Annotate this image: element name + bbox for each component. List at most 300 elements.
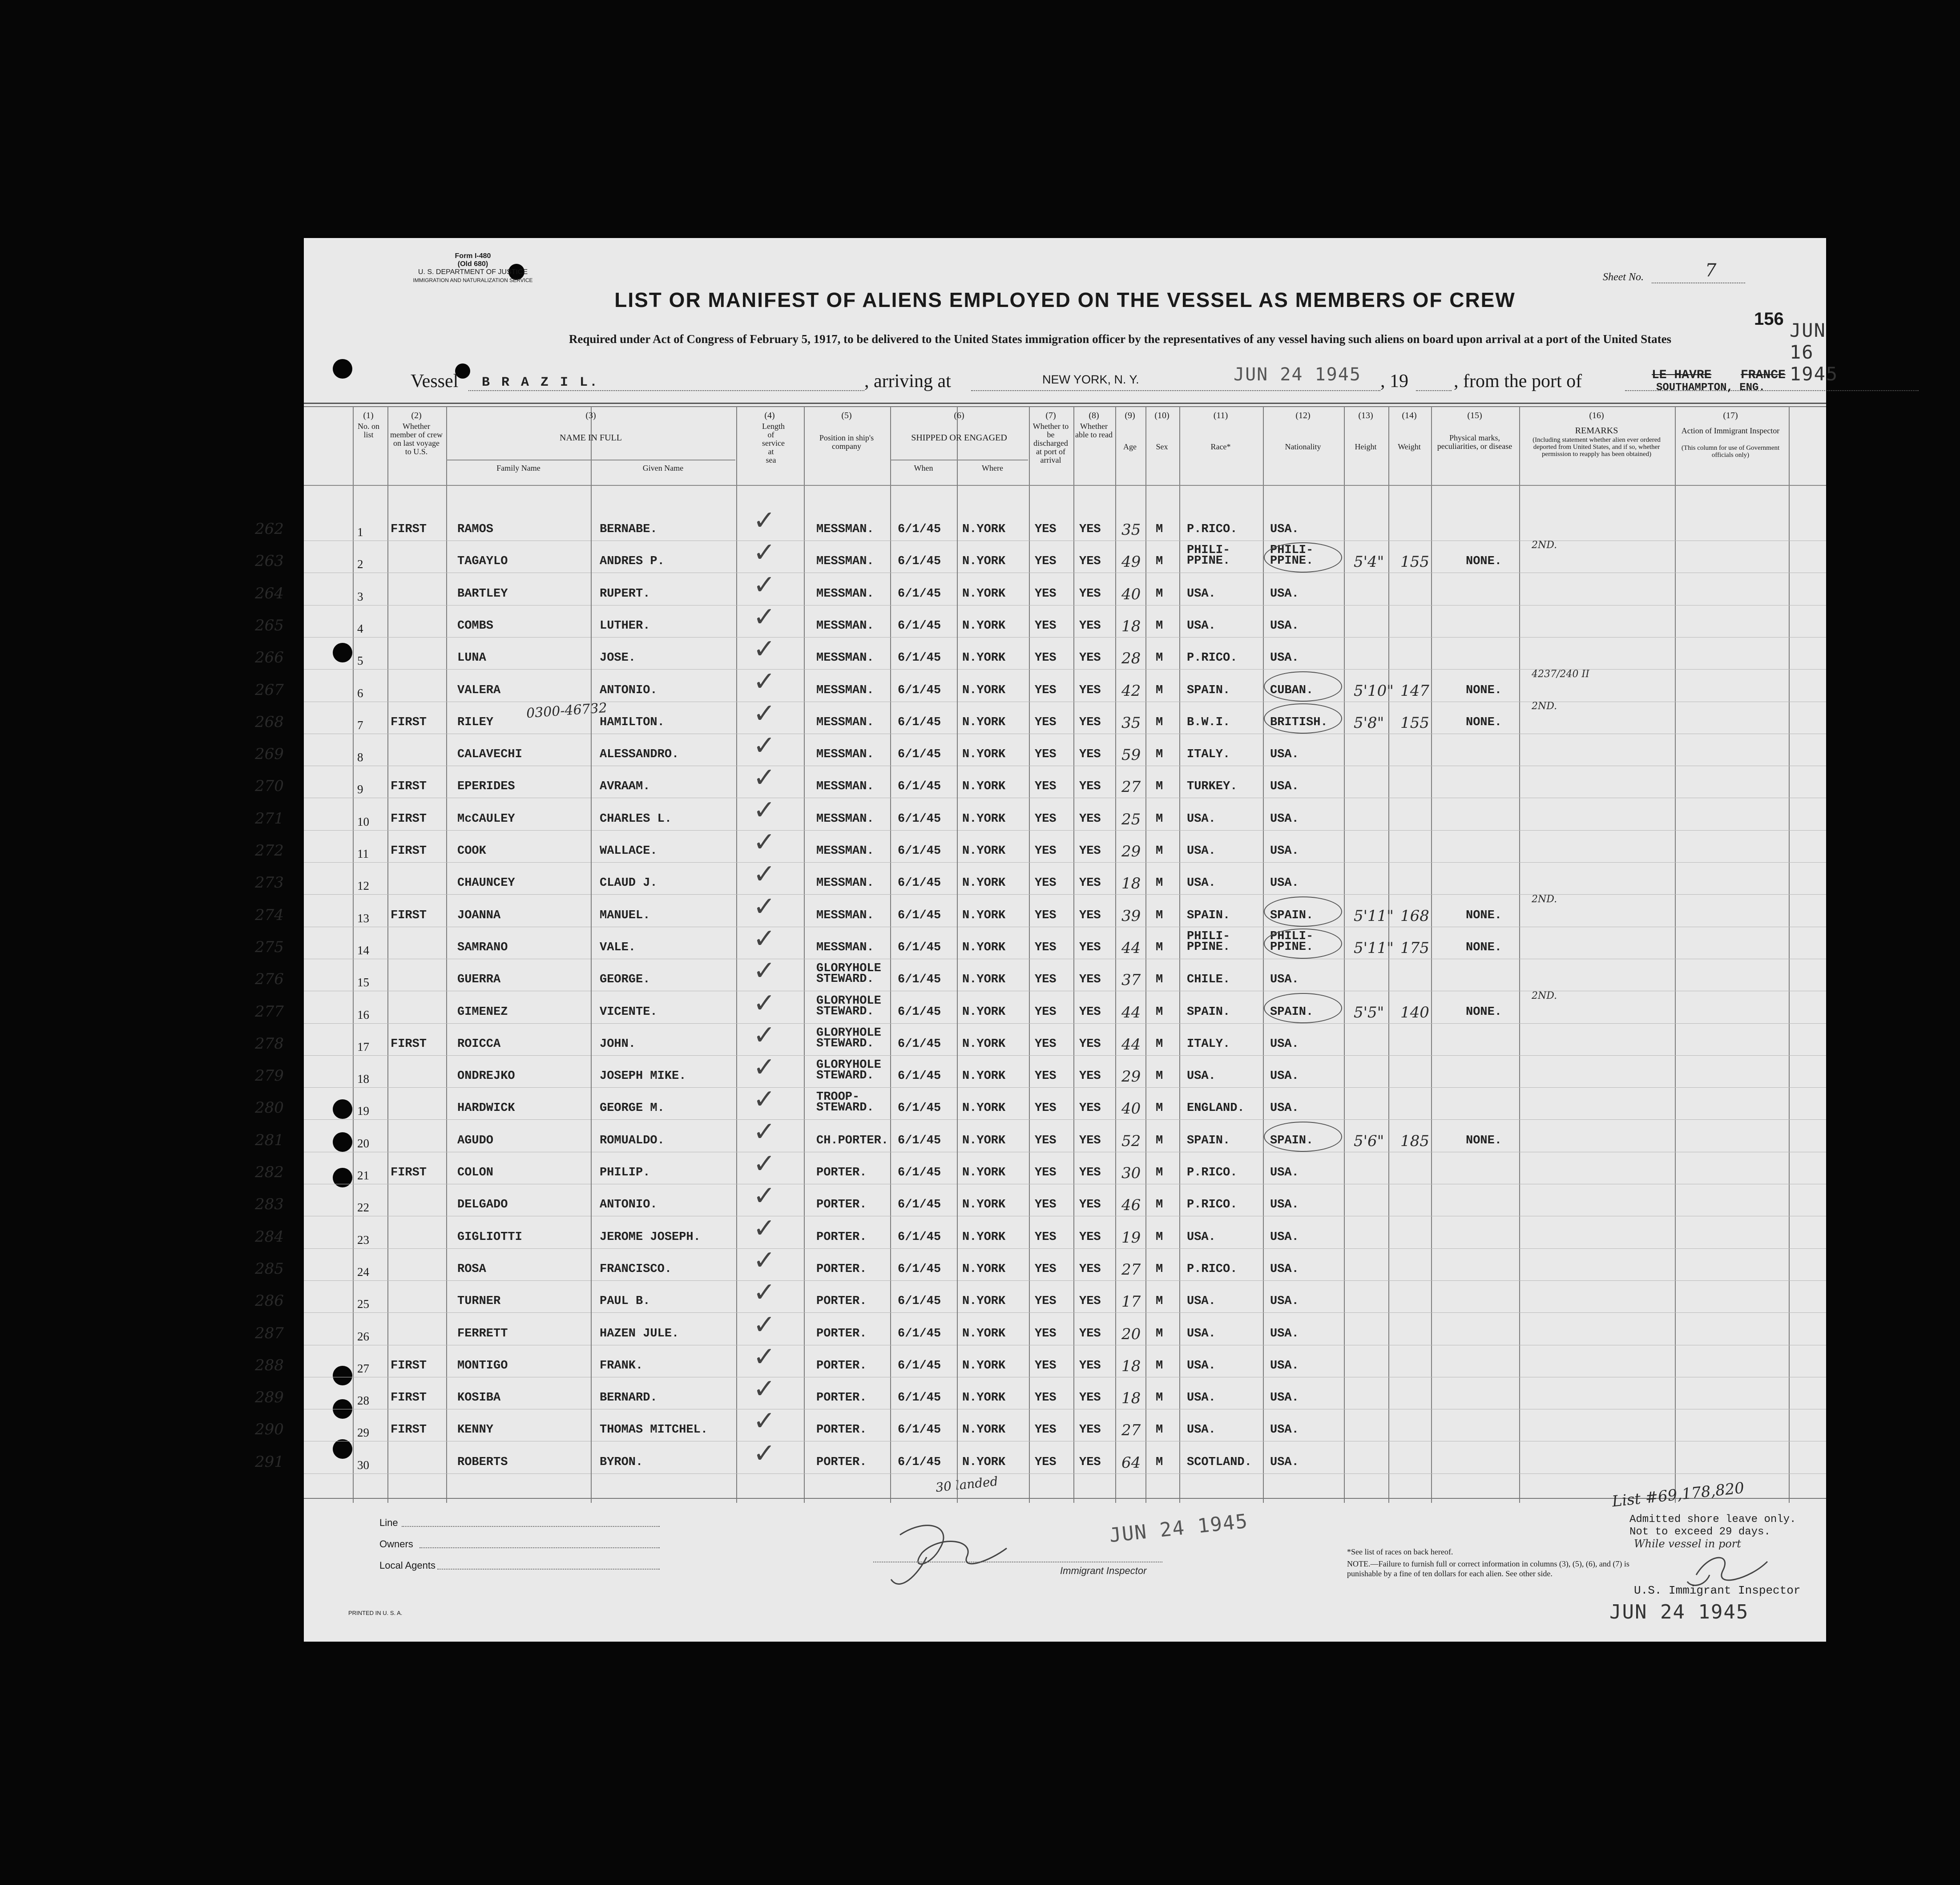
age: 42 xyxy=(1121,682,1141,700)
shipped-where: N.YORK xyxy=(962,1070,1006,1083)
height: 5'4" xyxy=(1354,553,1384,571)
row-rule xyxy=(304,1023,1826,1024)
page-line-number: 269 xyxy=(255,745,284,763)
column-rule xyxy=(890,406,891,1503)
family-name: ROSA xyxy=(457,1262,486,1276)
nationality: USA. xyxy=(1270,748,1299,762)
able-to-read: YES xyxy=(1079,876,1101,890)
remarks: 2ND. xyxy=(1532,990,1557,1001)
age: 35 xyxy=(1121,521,1141,539)
vessel-name: B R A Z I L. xyxy=(482,375,600,390)
race: SPAIN. xyxy=(1187,683,1230,697)
given-name: CHARLES L. xyxy=(600,812,672,826)
weight: 168 xyxy=(1400,907,1429,925)
nationality: USA. xyxy=(1270,1166,1299,1179)
discharged: YES xyxy=(1035,1070,1057,1083)
given-name: GEORGE M. xyxy=(600,1102,665,1115)
race: ITALY. xyxy=(1187,748,1230,762)
given-name: JOHN. xyxy=(600,1037,636,1051)
page-line-number: 288 xyxy=(255,1356,284,1374)
shipped-where: N.YORK xyxy=(962,555,1006,569)
race: USA. xyxy=(1187,1359,1216,1372)
position: PORTER. xyxy=(816,1455,867,1469)
list-number: 25 xyxy=(357,1297,369,1311)
page-line-number: 279 xyxy=(255,1067,284,1085)
position: MESSMAN. xyxy=(816,844,874,858)
position: PORTER. xyxy=(816,1295,867,1308)
shipped-when: 6/1/45 xyxy=(898,812,941,826)
family-name: RILEY xyxy=(457,715,494,729)
age: 46 xyxy=(1121,1196,1141,1215)
prior-voyage: FIRST xyxy=(391,844,427,858)
sex: M xyxy=(1156,1166,1163,1179)
shipped-where: N.YORK xyxy=(962,973,1006,987)
sex: M xyxy=(1156,1391,1163,1405)
check-mark-icon: ✓ xyxy=(753,955,776,987)
weight: 185 xyxy=(1400,1132,1429,1150)
list-number: 11 xyxy=(357,847,369,860)
race: USA. xyxy=(1187,1391,1216,1405)
check-mark-icon: ✓ xyxy=(753,1212,776,1244)
family-name: MONTIGO xyxy=(457,1359,508,1372)
sex: M xyxy=(1156,1262,1163,1276)
admitted-note-1: Admitted shore leave only. xyxy=(1629,1514,1796,1526)
shipped-when: 6/1/45 xyxy=(898,780,941,794)
age: 20 xyxy=(1121,1325,1141,1343)
page-line-number: 265 xyxy=(255,616,284,634)
sex: M xyxy=(1156,587,1163,601)
check-mark-icon: ✓ xyxy=(753,762,776,794)
nationality: USA. xyxy=(1270,1391,1299,1405)
age: 29 xyxy=(1121,843,1141,860)
subcolumn-rule xyxy=(591,464,592,1499)
shipped-where: N.YORK xyxy=(962,1327,1006,1340)
race: USA. xyxy=(1187,812,1216,826)
discharged: YES xyxy=(1035,523,1057,536)
given-name: RUPERT. xyxy=(600,587,650,601)
header-bottom-rule xyxy=(304,485,1826,486)
inspector-date-stamp: JUN 24 1945 xyxy=(1108,1510,1250,1547)
shipped-when: 6/1/45 xyxy=(898,1455,941,1469)
prior-voyage: FIRST xyxy=(391,1037,427,1051)
given-name: ANTONIO. xyxy=(600,1198,657,1212)
sex: M xyxy=(1156,908,1163,922)
column-rule xyxy=(1431,406,1432,1503)
shipped-when: 6/1/45 xyxy=(898,523,941,536)
column-rule xyxy=(1789,406,1790,1503)
list-number: 24 xyxy=(357,1265,369,1279)
nationality: USA. xyxy=(1270,1455,1299,1469)
shipped-where: N.YORK xyxy=(962,1423,1006,1437)
list-number: 12 xyxy=(357,879,369,893)
sex: M xyxy=(1156,651,1163,665)
discharged: YES xyxy=(1035,1327,1057,1340)
column-rule xyxy=(1263,406,1264,1503)
race: USA. xyxy=(1187,619,1216,633)
from-port-struck-country: FRANCE xyxy=(1741,368,1786,382)
family-name: ROBERTS xyxy=(457,1455,508,1469)
position: GLORYHOLE STEWARD. xyxy=(816,1026,881,1050)
shipped-when: 6/1/45 xyxy=(898,1327,941,1340)
position: CH.PORTER. xyxy=(816,1134,889,1147)
sex: M xyxy=(1156,876,1163,890)
shipped-where: N.YORK xyxy=(962,1230,1006,1244)
position: MESSMAN. xyxy=(816,715,874,729)
family-name: KOSIBA xyxy=(457,1391,501,1405)
printed-in-usa: PRINTED IN U. S. A. xyxy=(348,1610,403,1616)
sex: M xyxy=(1156,1102,1163,1115)
shipped-when: 6/1/45 xyxy=(898,1005,941,1019)
discharged: YES xyxy=(1035,812,1057,826)
shipped-when: 6/1/45 xyxy=(898,651,941,665)
shipped-when: 6/1/45 xyxy=(898,1102,941,1115)
check-mark-icon: ✓ xyxy=(753,1148,776,1179)
discharged: YES xyxy=(1035,1166,1057,1179)
remarks: 2ND. xyxy=(1532,700,1557,712)
row-rule xyxy=(304,862,1826,863)
given-name: MANUEL. xyxy=(600,908,650,922)
discharged: YES xyxy=(1035,908,1057,922)
sex: M xyxy=(1156,748,1163,762)
age: 19 xyxy=(1121,1228,1141,1247)
page-line-number: 267 xyxy=(255,681,284,699)
form-old-number: (Old 680) xyxy=(457,260,488,268)
discharged: YES xyxy=(1035,844,1057,858)
arriving-line xyxy=(971,390,1380,391)
list-number: 26 xyxy=(357,1329,369,1343)
family-name: JOANNA xyxy=(457,908,501,922)
shipped-when: 6/1/45 xyxy=(898,619,941,633)
position: MESSMAN. xyxy=(816,651,874,665)
given-name: VALE. xyxy=(600,940,636,954)
page-line-number: 284 xyxy=(255,1227,284,1246)
family-name: ROICCA xyxy=(457,1037,501,1051)
page-title: LIST OR MANIFEST OF ALIENS EMPLOYED ON THE VESSEL AS MEMBERS OF CREW xyxy=(614,288,1516,311)
shipped-where: N.YORK xyxy=(962,1359,1006,1372)
row-rule xyxy=(304,1248,1826,1249)
position: MESSMAN. xyxy=(816,908,874,922)
family-name: DELGADO xyxy=(457,1198,508,1212)
check-mark-icon: ✓ xyxy=(753,987,776,1019)
position: PORTER. xyxy=(816,1391,867,1405)
column-rule xyxy=(387,406,388,1503)
able-to-read: YES xyxy=(1079,651,1101,665)
list-number: 2 xyxy=(357,557,363,571)
column-rule xyxy=(1675,406,1676,1503)
service-name: IMMIGRATION AND NATURALIZATION SERVICE xyxy=(413,277,533,283)
given-name: PAUL B. xyxy=(600,1295,650,1308)
check-mark-icon: ✓ xyxy=(753,537,776,569)
sex: M xyxy=(1156,1005,1163,1019)
age: 37 xyxy=(1121,971,1141,989)
nationality: SPAIN. xyxy=(1270,1005,1314,1019)
family-name: TAGAYLO xyxy=(457,555,508,569)
discharged: YES xyxy=(1035,1455,1057,1469)
family-name: GIMENEZ xyxy=(457,1005,508,1019)
table-top-rule xyxy=(304,403,1826,404)
given-name: GEORGE. xyxy=(600,973,650,987)
check-mark-icon: ✓ xyxy=(753,923,776,954)
position: TROOP- STEWARD. xyxy=(816,1090,874,1115)
given-name: BERNARD. xyxy=(600,1391,657,1405)
discharged: YES xyxy=(1035,940,1057,954)
shipped-where: N.YORK xyxy=(962,1037,1006,1051)
row-rule xyxy=(304,637,1826,638)
check-mark-icon: ✓ xyxy=(753,569,776,601)
prior-voyage: FIRST xyxy=(391,1391,427,1405)
page-line-number: 291 xyxy=(255,1453,284,1471)
sex: M xyxy=(1156,1359,1163,1372)
discharged: YES xyxy=(1035,1359,1057,1372)
sex: M xyxy=(1156,812,1163,826)
column-rule xyxy=(1145,406,1146,1503)
race: USA. xyxy=(1187,587,1216,601)
age: 52 xyxy=(1121,1132,1141,1150)
list-number: 30 xyxy=(357,1458,369,1472)
given-name: ANTONIO. xyxy=(600,683,657,697)
position: MESSMAN. xyxy=(816,587,874,601)
age: 35 xyxy=(1121,714,1141,732)
prior-voyage: FIRST xyxy=(391,715,427,729)
race: SCOTLAND. xyxy=(1187,1455,1252,1469)
age: 17 xyxy=(1121,1293,1141,1311)
given-name: JOSE. xyxy=(600,651,636,665)
position: GLORYHOLE STEWARD. xyxy=(816,994,881,1018)
column-rule xyxy=(736,406,737,1503)
age: 18 xyxy=(1121,1357,1141,1375)
nationality: PHILI- PPINE. xyxy=(1270,544,1314,568)
local-agents-field xyxy=(437,1569,660,1570)
family-name: COMBS xyxy=(457,619,494,633)
race: P.RICO. xyxy=(1187,1166,1238,1179)
race: SPAIN. xyxy=(1187,1134,1230,1147)
age: 25 xyxy=(1121,810,1141,828)
able-to-read: YES xyxy=(1079,555,1101,569)
page-line-number: 283 xyxy=(255,1195,284,1214)
page-line-number: 289 xyxy=(255,1389,284,1407)
shipped-when: 6/1/45 xyxy=(898,715,941,729)
prior-voyage: FIRST xyxy=(391,780,427,794)
local-agents-label: Local Agents xyxy=(379,1560,436,1571)
row-rule xyxy=(304,1473,1826,1474)
check-mark-icon: ✓ xyxy=(753,730,776,762)
position: MESSMAN. xyxy=(816,748,874,762)
column-rule xyxy=(446,406,447,1503)
position: MESSMAN. xyxy=(816,619,874,633)
nationality-circle xyxy=(1264,928,1342,959)
us-inspector-label: U.S. Immigrant Inspector xyxy=(1634,1584,1801,1597)
race: USA. xyxy=(1187,1070,1216,1083)
nationality: USA. xyxy=(1270,523,1299,536)
check-mark-icon: ✓ xyxy=(753,1084,776,1115)
height: 5'10" xyxy=(1354,682,1394,700)
page-line-number: 286 xyxy=(255,1292,284,1310)
age: 64 xyxy=(1121,1453,1141,1472)
discharged: YES xyxy=(1035,555,1057,569)
nationality: USA. xyxy=(1270,844,1299,858)
family-name: KENNY xyxy=(457,1423,494,1437)
row-rule xyxy=(304,1055,1826,1056)
shipped-when: 6/1/45 xyxy=(898,1423,941,1437)
page-line-number: 262 xyxy=(255,520,284,538)
height: 5'5" xyxy=(1354,1003,1384,1021)
age: 30 xyxy=(1121,1164,1141,1182)
shipped-when: 6/1/45 xyxy=(898,1262,941,1276)
height: 5'11" xyxy=(1354,939,1394,957)
family-name: COLON xyxy=(457,1166,494,1179)
shipped-when: 6/1/45 xyxy=(898,1037,941,1051)
able-to-read: YES xyxy=(1079,1134,1101,1147)
column-rule xyxy=(1519,406,1520,1503)
given-name: HAMILTON. xyxy=(600,715,665,729)
row-rule xyxy=(304,1119,1826,1120)
page-line-number: 266 xyxy=(255,649,284,667)
department-name: U. S. DEPARTMENT OF JUSTICE xyxy=(418,268,528,276)
shipped-where: N.YORK xyxy=(962,1295,1006,1308)
able-to-read: YES xyxy=(1079,523,1101,536)
row-rule xyxy=(304,1312,1826,1313)
nationality: CUBAN. xyxy=(1270,683,1314,697)
shipped-where: N.YORK xyxy=(962,715,1006,729)
nationality: USA. xyxy=(1270,587,1299,601)
shipped-where: N.YORK xyxy=(962,812,1006,826)
year-label: , 19 xyxy=(1380,371,1408,392)
age: 44 xyxy=(1121,1003,1141,1021)
list-number: 29 xyxy=(357,1426,369,1440)
discharged: YES xyxy=(1035,1134,1057,1147)
able-to-read: YES xyxy=(1079,1037,1101,1051)
shipped-when: 6/1/45 xyxy=(898,908,941,922)
nationality: SPAIN. xyxy=(1270,1134,1314,1147)
nationality: USA. xyxy=(1270,1295,1299,1308)
family-name: TURNER xyxy=(457,1295,501,1308)
shipped-when: 6/1/45 xyxy=(898,844,941,858)
shipped-when: 6/1/45 xyxy=(898,555,941,569)
discharged: YES xyxy=(1035,1391,1057,1405)
column-rule xyxy=(804,406,805,1503)
page-number: 156 xyxy=(1754,309,1784,329)
prior-voyage: FIRST xyxy=(391,908,427,922)
prior-voyage: FIRST xyxy=(391,812,427,826)
crew-table: (1) No. on list (2) Whether member of crew on last voyage to U.S. (3) NAME IN FULL Family Name Given Name (4) Length of service at sea (5) Position in ship's company (6) SHIPPED OR ENGAGED When Where (7) Whether to be discharged at port of arrival (8) Whether able to read (9) Age (10) Sex (11) Race* (12) Nationality (13) Height (14) Weight (15) Physical marks, peculiarities, or disease (16) REMARKS (Including statement whether alien ever ordered deported from United States, and if so, whether permission to reapply has been obtained) (17) Action of Immigrant Inspector (This column for use of Government officials only) 262 1 FIRST RAMOS BERNABE. MESSMAN. 6/1/45 N.YORK YES YES 35 M P.RICO. USA. ✓ 263 2 TAGAYLO ANDRES P. MESSMAN. 6/1/45 N.YORK YES YES 49 M PHILI- PPINE. PHILI- PPINE. 5'4" 155 NONE. 2ND. ✓ 264 3 BARTLEY RUPERT. MESSMAN. 6/1/45 N.YORK YES YES 40 M USA. USA. ✓ 265 4 COMBS LUTHER. MESSMAN. 6/1/45 N.YORK YES YES 18 M USA. USA. ✓ 266 5 LUNA JOSE. MESSMAN. 6/1/45 N.YORK YES YES 28 M P.RICO. USA. ✓ 267 6 VALERA ANTONIO. MESSMAN. 6/1/45 N.YORK YES YES 42 M SPAIN. CUBAN. 5'10" 147 NONE. 4237/240 II ✓ 268 7 FIRST RILEY HAMILTON. MESSMAN. 6/1/45 N.YORK YES YES 35 M B.W.I. BRITISH. 5'8" 155 NONE. 2ND. ✓ 269 8 CALAVECHI ALESSANDRO. MESSMAN. 6/1/45 N.YORK YES YES 59 M ITALY. USA. ✓ 270 9 FIRST EPERIDES AVRAAM. MESSMAN. 6/1/45 N.YORK YES YES 27 M TURKEY. USA. ✓ 271 10 FIRST McCAULEY CHARLES L. MESSMAN. 6/1/45 N.YORK YES YES 25 M USA. USA. ✓ 272 11 FIRST COOK WALLACE. MESSMAN. 6/1/45 N.YORK YES YES 29 M USA. USA. ✓ 273 12 CHAUNCEY CLAUD J. MESSMAN. 6/1/45 N.YORK YES YES 18 M USA. USA. ✓ 274 13 FIRST JOANNA MANUEL. MESSMAN. 6/1/45 N.YORK YES YES 39 M SPAIN. SPAIN. 5'11" 168 NONE. 2ND. ✓ 275 14 SAMRANO VALE. MESSMAN. 6/1/45 N.YORK YES YES 44 M PHILI- PPINE. PHILI- PPINE. 5'11" 175 NONE. ✓ 276 15 GUERRA GEORGE. GLORYHOLE STEWARD. 6/1/45 N.YORK YES YES 37 M CHILE. USA. ✓ 277 16 GIMENEZ VICENTE. GLORYHOLE STEWARD. 6/1/45 N.YORK YES YES 44 M SPAIN. SPAIN. 5'5" 140 NONE. 2ND. ✓ 278 17 FIRST ROICCA JOHN. GLORYHOLE STEWARD. 6/1/45 N.YORK YES YES 44 M ITALY. USA. ✓ 279 18 ONDREJKO JOSEPH MIKE. GLORYHOLE STEWARD. 6/1/45 N.YORK YES YES 29 M USA. USA. ✓ 280 19 HARDWICK GEORGE M. TROOP- STEWARD. 6/1/45 N.YORK YES YES 40 M ENGLAND. USA. ✓ 281 20 AGUDO ROMUALDO. CH.PORTER. 6/1/45 N.YORK YES YES 52 M SPAIN. SPAIN. 5'6" 185 NONE. ✓ 282 21 FIRST COLON PHILIP. PORTER. 6/1/45 N.YORK YES YES 30 M P.RICO. USA. ✓ 283 22 DELGADO ANTONIO. PORTER. 6/1/45 N.YORK YES YES 46 M P.RICO. USA. ✓ 284 23 GIGLIOTTI JEROME JOSEPH. PORTER. 6/1/45 N.YORK YES YES 19 M USA. USA. ✓ 285 24 ROSA FRANCISCO. PORTER. 6/1/45 N.YORK YES YES 27 M P.RICO. USA. ✓ 286 25 TURNER PAUL B. PORTER. 6/1/45 N.YORK YES YES 17 M USA. USA. ✓ 287 26 FERRETT HAZEN JULE. PORTER. 6/1/45 N.YORK YES YES 20 M USA. USA. ✓ 288 27 FIRST MONTIGO FRANK. PORTER. 6/1/45 N.YORK YES YES 18 M USA. USA. ✓ 289 28 FIRST KOSIBA BERNARD. PORTER. 6/1/45 N.YORK YES YES 18 M USA. USA. ✓ 290 29 FIRST KENNY THOMAS MITCHEL. PORTER. 6/1/45 N.YORK YES YES 27 M USA. USA. ✓ 291 30 ROBERTS BYRON. PORTER. 6/1/45 N.YORK YES YES 64 M SCOTLAND. USA. ✓ 0300-46732 30 landed xyxy=(304,403,1826,1499)
page-line-number: 263 xyxy=(255,552,284,570)
shipped-where: N.YORK xyxy=(962,748,1006,762)
age: 29 xyxy=(1121,1068,1141,1086)
punch-hole xyxy=(333,359,352,379)
page-line-number: 285 xyxy=(255,1259,284,1278)
able-to-read: YES xyxy=(1079,1423,1101,1437)
nationality: USA. xyxy=(1270,619,1299,633)
nationality: USA. xyxy=(1270,780,1299,794)
admitted-note-3: While vessel in port xyxy=(1634,1538,1741,1550)
list-number: 15 xyxy=(357,976,369,989)
physical-marks: NONE. xyxy=(1466,908,1502,922)
races-note: *See list of races on back hereof. xyxy=(1347,1547,1453,1556)
page-line-number: 278 xyxy=(255,1034,284,1053)
list-number: 28 xyxy=(357,1394,369,1408)
page-line-number: 271 xyxy=(255,809,284,827)
check-mark-icon: ✓ xyxy=(753,601,776,633)
list-number: 13 xyxy=(357,911,369,925)
check-mark-icon: ✓ xyxy=(753,1341,776,1372)
sex: M xyxy=(1156,973,1163,987)
able-to-read: YES xyxy=(1079,844,1101,858)
sex: M xyxy=(1156,1134,1163,1147)
age: 18 xyxy=(1121,1389,1141,1408)
family-name: CALAVECHI xyxy=(457,748,522,762)
nationality-circle xyxy=(1264,542,1342,573)
height: 5'11" xyxy=(1354,907,1394,925)
from-port-struck: LE HAVRE xyxy=(1652,368,1712,382)
check-mark-icon: ✓ xyxy=(753,1405,776,1437)
discharged: YES xyxy=(1035,619,1057,633)
list-number: 27 xyxy=(357,1361,369,1375)
page-subtitle: Required under Act of Congress of February 5, 1917, to be delivered to the United States immigration officer by the representatives of any vessel having such aliens on board upon arrival at a port of the United States xyxy=(569,332,1672,346)
position: PORTER. xyxy=(816,1198,867,1212)
page-line-number: 280 xyxy=(255,1099,284,1117)
race: SPAIN. xyxy=(1187,1005,1230,1019)
form-header xyxy=(393,252,553,284)
from-port-label: , from the port of xyxy=(1454,371,1582,392)
shipped-where: N.YORK xyxy=(962,844,1006,858)
given-name: BERNABE. xyxy=(600,523,657,536)
weight: 155 xyxy=(1400,553,1429,571)
family-name: GIGLIOTTI xyxy=(457,1230,522,1244)
nationality-circle xyxy=(1264,671,1342,702)
able-to-read: YES xyxy=(1079,1327,1101,1340)
given-name: JOSEPH MIKE. xyxy=(600,1070,686,1083)
row-rule xyxy=(304,1280,1826,1281)
check-mark-icon: ✓ xyxy=(753,634,776,665)
list-number: 3 xyxy=(357,589,363,603)
age: 18 xyxy=(1121,617,1141,635)
nationality: USA. xyxy=(1270,1037,1299,1051)
race: ENGLAND. xyxy=(1187,1102,1245,1115)
check-mark-icon: ✓ xyxy=(753,1116,776,1147)
check-mark-icon: ✓ xyxy=(753,1373,776,1405)
family-name: ONDREJKO xyxy=(457,1070,515,1083)
sex: M xyxy=(1156,1070,1163,1083)
able-to-read: YES xyxy=(1079,683,1101,697)
row-rule xyxy=(304,894,1826,895)
subcolumn-rule xyxy=(957,464,958,1499)
list-number: 23 xyxy=(357,1233,369,1247)
race: P.RICO. xyxy=(1187,523,1238,536)
discharged: YES xyxy=(1035,715,1057,729)
inspector-label: Immigrant Inspector xyxy=(1060,1565,1147,1576)
check-mark-icon: ✓ xyxy=(753,505,776,536)
position: MESSMAN. xyxy=(816,780,874,794)
shipped-where: N.YORK xyxy=(962,619,1006,633)
nationality: USA. xyxy=(1270,1230,1299,1244)
discharged: YES xyxy=(1035,683,1057,697)
shipped-where: N.YORK xyxy=(962,940,1006,954)
position: MESSMAN. xyxy=(816,812,874,826)
discharged: YES xyxy=(1035,1102,1057,1115)
race: USA. xyxy=(1187,1230,1216,1244)
shipped-when: 6/1/45 xyxy=(898,1230,941,1244)
given-name: BYRON. xyxy=(600,1455,643,1469)
position: GLORYHOLE STEWARD. xyxy=(816,962,881,986)
family-name: EPERIDES xyxy=(457,780,515,794)
able-to-read: YES xyxy=(1079,812,1101,826)
race: ITALY. xyxy=(1187,1037,1230,1051)
shipped-where: N.YORK xyxy=(962,1262,1006,1276)
check-mark-icon: ✓ xyxy=(753,1180,776,1212)
check-mark-icon: ✓ xyxy=(753,1277,776,1308)
row-rule xyxy=(304,1087,1826,1088)
column-rule xyxy=(353,406,354,1503)
